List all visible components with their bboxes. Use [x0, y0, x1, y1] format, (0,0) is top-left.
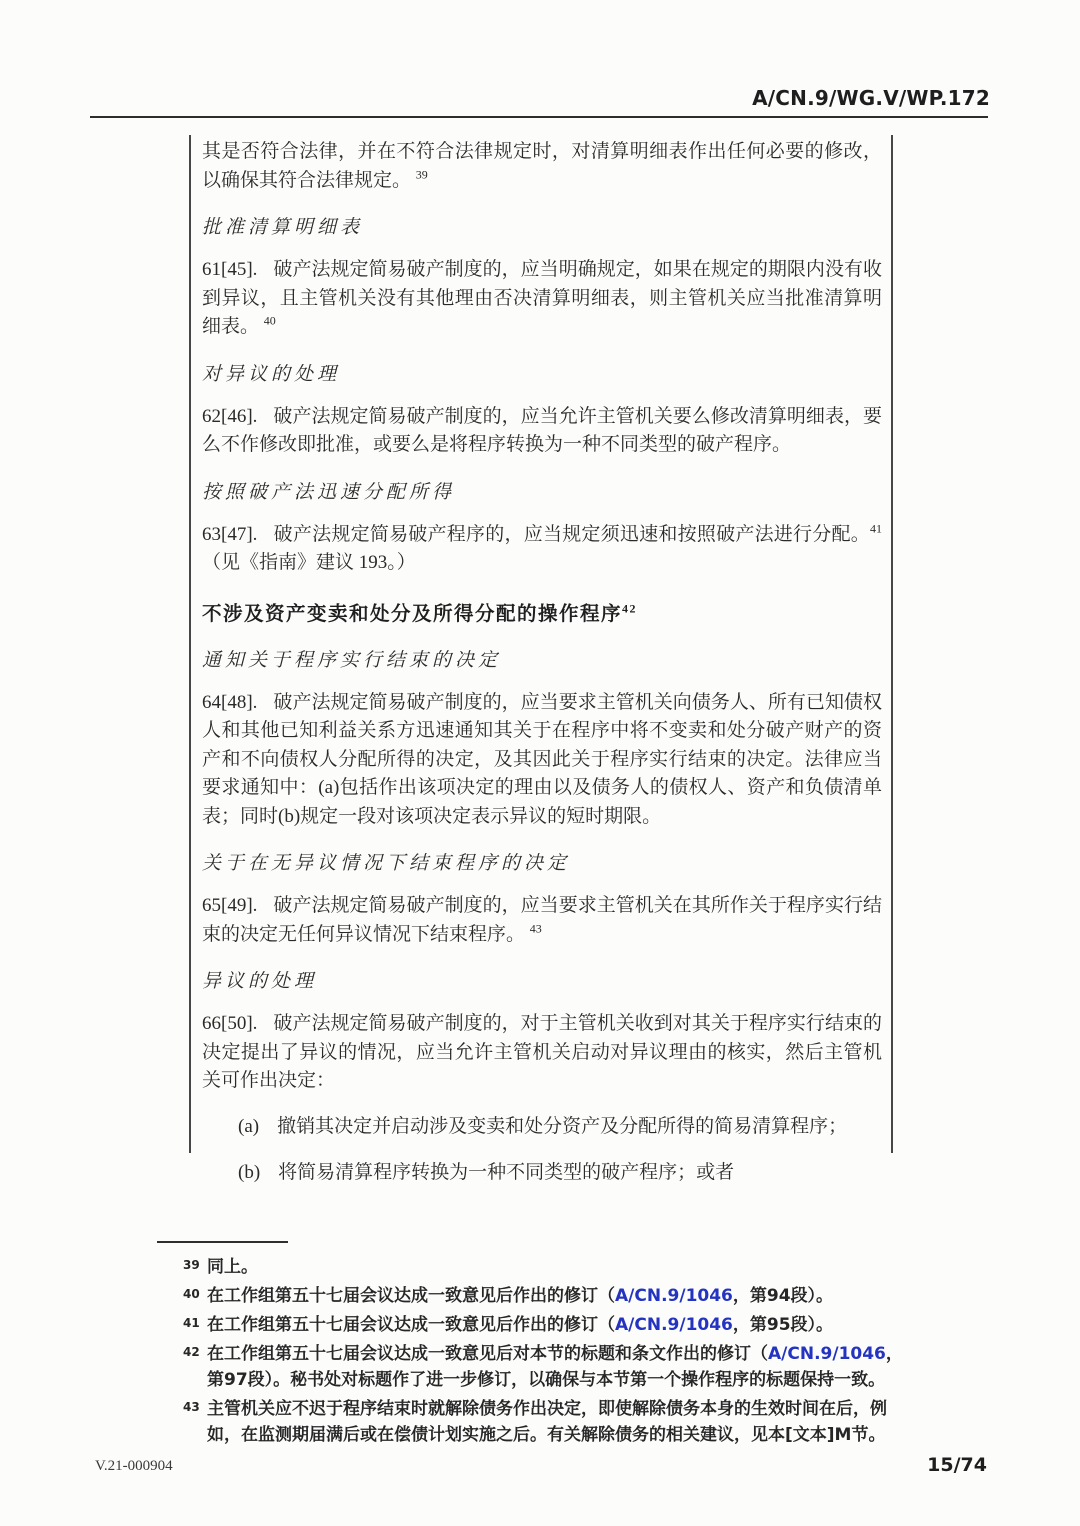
paragraph-text: 破产法规定简易破产制度的，对于主管机关收到对其关于程序实行结束的决定提出了异议的情况，应当允许主管机关启动对异议理由的核实，然后主管机关可作出决定：	[202, 1013, 882, 1091]
paragraph-number: 66[50].	[202, 1013, 258, 1034]
job-number: V.21-000904	[95, 1458, 173, 1474]
footnote-text: 在工作组第五十七届会议达成一致意见后对本节的标题和条文作出的修订（	[207, 1344, 768, 1364]
paragraph-continuation	[202, 138, 882, 195]
paragraph-61	[202, 256, 882, 342]
footnote-text: ，第95段）。	[732, 1315, 834, 1335]
footnote-number: 43	[183, 1400, 200, 1414]
document-link[interactable]: A/CN.9/1046	[768, 1344, 886, 1364]
footnote-ref-41: 41	[870, 521, 882, 536]
page-number: 15/74	[927, 1454, 987, 1476]
section-heading-text: 不涉及资产变卖和处分及所得分配的操作程序	[202, 603, 623, 625]
paragraph-number: 65[49].	[202, 895, 258, 916]
paragraph-66	[202, 1010, 882, 1096]
footnote-42	[183, 1341, 913, 1393]
paragraph-63	[202, 521, 882, 578]
list-item-text: 将简易清算程序转换为一种不同类型的破产程序；或者	[278, 1162, 735, 1183]
footnote-ref-42: 42	[622, 601, 638, 615]
footnote-text: 同上。	[207, 1257, 258, 1277]
subheading-treatment-of-objections: 对异议的处理	[202, 363, 341, 385]
section-heading-bold	[202, 602, 882, 628]
paragraph-number: 63[47].	[202, 523, 258, 545]
paragraph-tail: （见《指南》建议 193。）	[202, 552, 416, 573]
footnote-ref-39: 39	[415, 167, 428, 182]
footnote-text: 在工作组第五十七届会议达成一致意见后作出的修订（	[207, 1315, 615, 1335]
paragraph-62	[202, 403, 882, 460]
footnotes-block	[183, 1254, 913, 1451]
footnote-number: 39	[183, 1258, 200, 1272]
list-item-a	[202, 1113, 882, 1142]
footnote-separator-rule	[157, 1241, 288, 1243]
footnote-43	[183, 1396, 913, 1448]
footnote-41	[183, 1312, 913, 1338]
subheading-notification-decision: 通知关于程序实行结束的决定	[202, 649, 502, 671]
list-item-b	[202, 1159, 882, 1188]
footnote-text: 在工作组第五十七届会议达成一致意见后作出的修订（	[207, 1286, 615, 1306]
footnote-number: 42	[183, 1345, 200, 1359]
document-link[interactable]: A/CN.9/1046	[615, 1315, 733, 1335]
paragraph-text: 破产法规定简易破产程序的，应当规定须迅速和按照破产法进行分配。	[273, 523, 870, 545]
paragraph-text: 其是否符合法律，并在不符合法律规定时，对清算明细表作出任何必要的修改，以确保其符合法律规定。	[202, 141, 882, 191]
footnote-39	[183, 1254, 913, 1280]
footnote-text: ，第97段）。秘书处对标题作了进一步修订，以确保与本节第一个操作程序的标题保持一致。	[207, 1344, 903, 1390]
paragraph-text: 破产法规定简易破产制度的，应当明确规定，如果在规定的期限内没有收到异议，且主管机关没有其他理由否决清算明细表，则主管机关应当批准清算明细表。	[202, 259, 882, 337]
paragraph-text: 破产法规定简易破产制度的，应当允许主管机关要么修改清算明细表，要么不作修改即批准，或要么是将程序转换为一种不同类型的破产程序。	[202, 405, 882, 455]
subheading-objection-treatment: 异议的处理	[202, 971, 318, 992]
subheading-close-no-objection: 关于在无异议情况下结束程序的决定	[202, 853, 571, 874]
footnote-text: 主管机关应不迟于程序结束时就解除债务作出决定，即使解除债务本身的生效时间在后，例如，在监测期届满后或在偿债计划实施之后。有关解除债务的相关建议，见本[文本]M节。	[207, 1399, 887, 1445]
paragraph-65	[202, 892, 882, 949]
paragraph-number: 64[48].	[202, 691, 258, 713]
paragraph-text: 破产法规定简易破产制度的，应当要求主管机关在其所作关于程序实行结束的决定无任何异议情况下结束程序。	[202, 895, 882, 945]
paragraph-number: 62[46].	[202, 405, 258, 427]
subheading-prompt-distribution: 按照破产法迅速分配所得	[202, 481, 456, 503]
footnote-ref-40: 40	[263, 313, 276, 328]
document-symbol: A/CN.9/WG.V/WP.172	[752, 86, 990, 110]
document-link[interactable]: A/CN.9/1046	[615, 1286, 733, 1306]
footnote-number: 41	[183, 1316, 200, 1330]
list-marker: (b)	[238, 1162, 261, 1183]
footnote-text: ，第94段）。	[732, 1286, 834, 1306]
paragraph-64	[202, 689, 882, 832]
footnote-40	[183, 1283, 913, 1309]
paragraph-text: 破产法规定简易破产制度的，应当要求主管机关向债务人、所有已知债权人和其他已知利益关系方迅速通知其关于在程序中将不变卖和处分破产财产的资产和不向债权人分配所得的决定，及其因此关于程序实行结束的决定。法律应当要求通知中：(a)包括作出该项决定的理由以及债务人的债权人、资产和负债清单表；同时(b)规定一段对该项决定表示异议的短时期限。	[202, 691, 882, 827]
footnote-number: 40	[183, 1287, 200, 1301]
paragraph-number: 61[45].	[202, 259, 258, 280]
subheading-approve-schedule: 批准清算明细表	[202, 217, 364, 238]
list-item-text: 撤销其决定并启动涉及变卖和处分资产及分配所得的简易清算程序；	[277, 1115, 848, 1137]
footnote-ref-43: 43	[529, 921, 542, 936]
header-rule	[90, 116, 988, 118]
main-text-column	[189, 135, 893, 1183]
list-marker: (a)	[238, 1115, 260, 1137]
